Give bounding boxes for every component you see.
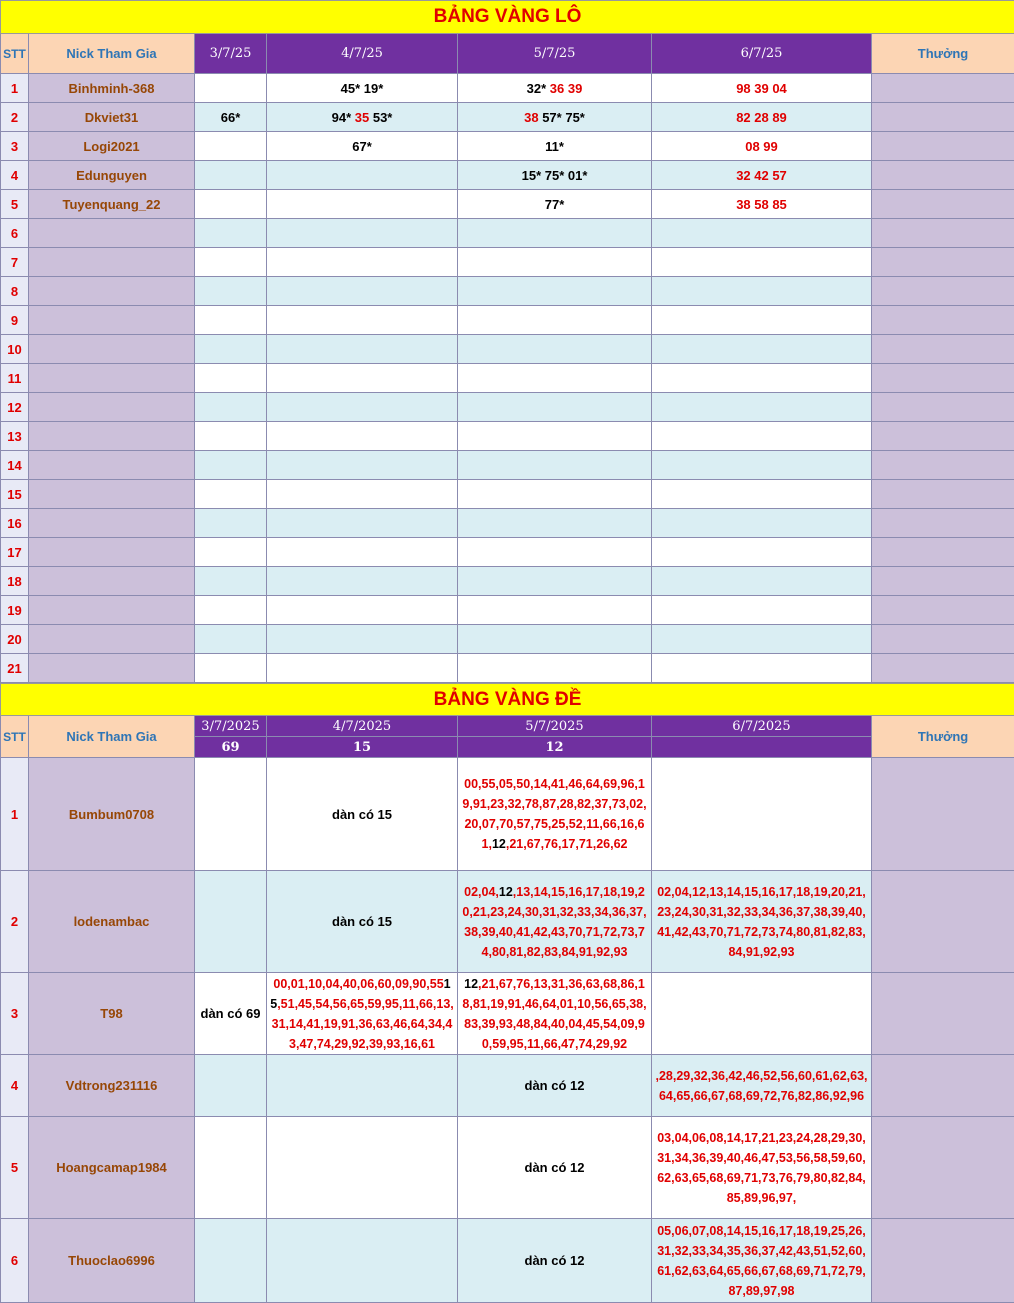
player-nick: Logi2021 (29, 132, 195, 161)
lo-row (1, 567, 1014, 596)
entry-text: 77* (544, 196, 565, 212)
player-nick (29, 509, 195, 538)
reward-cell (872, 422, 1014, 451)
de-rows (1, 758, 1014, 1303)
lo-entry-day-3 (458, 654, 652, 683)
lo-entry-day-4 (652, 654, 872, 683)
player-nick (29, 335, 195, 364)
lo-row (1, 306, 1014, 335)
lo-row (1, 335, 1014, 364)
de-header-nick: Nick Tham Gia (29, 716, 195, 758)
lo-entry-day-1 (195, 190, 267, 219)
de-header-date-2: 4/7/2025 (267, 716, 458, 737)
lo-entry-day-2 (267, 567, 458, 596)
entry-text: 57* 75* (538, 109, 585, 125)
player-nick: Dkviet31 (29, 103, 195, 132)
entry-text: ,13,14,15,16,17,18,19,20,21,23,24,30,31,32,33,34,36,37,38,39,40,41,42,43,70,71,72,73,74,80,81,82,83,84,91,92,93 (462, 884, 647, 959)
lo-entry-day-4 (652, 190, 872, 219)
entry-text: ,21,67,76,17,71,26,62 (505, 837, 628, 851)
lo-entry-day-2 (267, 509, 458, 538)
de-entry-day-1 (195, 1219, 267, 1303)
lo-row (1, 509, 1014, 538)
lo-entry-day-4 (652, 509, 872, 538)
de-result-2: 15 (267, 737, 458, 758)
lo-entry-day-4 (652, 132, 872, 161)
entry-text: dàn có 12 (524, 1160, 585, 1175)
entry-text: 15 (270, 976, 451, 1011)
lo-entry-day-3 (458, 393, 652, 422)
de-row (1, 871, 1014, 973)
lo-entry-day-3 (458, 625, 652, 654)
player-nick (29, 277, 195, 306)
de-entry-day-4 (652, 758, 872, 871)
lo-entry-day-2 (267, 74, 458, 103)
row-number: 12 (1, 393, 29, 422)
lo-entry-day-1 (195, 509, 267, 538)
de-entry-day-2 (267, 1117, 458, 1219)
de-entry-day-2 (267, 973, 458, 1055)
row-number: 15 (1, 480, 29, 509)
lo-title: BẢNG VÀNG LÔ (1, 1, 1014, 34)
lo-entry-day-1 (195, 567, 267, 596)
row-number: 2 (1, 871, 29, 973)
lo-header-date-2: 4/7/25 (267, 34, 458, 74)
lo-entry-day-2 (267, 132, 458, 161)
reward-cell (872, 480, 1014, 509)
reward-cell (872, 973, 1014, 1055)
entry-text: ,21,67,76,13,31,36,63,68,86,18,81,19,91,46,64,01,10,56,65,38,83,39,93,48,84,40,04,45,54,09,90,59,95,11,66,47,74,29,92 (462, 976, 647, 1051)
lo-entry-day-1 (195, 132, 267, 161)
row-number: 18 (1, 567, 29, 596)
row-number: 5 (1, 190, 29, 219)
lo-entry-day-3 (458, 451, 652, 480)
de-entry-day-1 (195, 1055, 267, 1117)
lo-entry-day-1 (195, 625, 267, 654)
lo-entry-day-2 (267, 654, 458, 683)
de-entry-day-4 (652, 871, 872, 973)
entry-text: 12 (464, 976, 479, 991)
entry-text: dàn có 12 (524, 1253, 585, 1268)
reward-cell (872, 1117, 1014, 1219)
entry-text: 05,06,07,08,14,15,16,17,18,19,25,26,31,32,33,34,35,36,37,42,43,51,52,60,61,62,63,64,65,66,67,68,69,71,72,79,87,89,97,98 (657, 1223, 866, 1298)
lo-row (1, 625, 1014, 654)
row-number: 10 (1, 335, 29, 364)
lo-entry-day-2 (267, 393, 458, 422)
lo-entry-day-4 (652, 538, 872, 567)
entry-text: 15* 75* 01* (521, 167, 588, 183)
row-number: 17 (1, 538, 29, 567)
de-header-date-1: 3/7/2025 (195, 716, 267, 737)
lo-entry-day-2 (267, 248, 458, 277)
entry-text: 12 (491, 837, 506, 851)
entry-text: ,28,29,32,36,42,46,52,56,60,61,62,63,64,65,66,67,68,69,72,76,82,86,92,96 (655, 1068, 868, 1103)
lo-entry-day-3 (458, 248, 652, 277)
reward-cell (872, 509, 1014, 538)
reward-cell (872, 871, 1014, 973)
lo-entry-day-3 (458, 335, 652, 364)
lo-row (1, 422, 1014, 451)
entry-text: dàn có 69 (200, 1006, 261, 1021)
reward-cell (872, 1055, 1014, 1117)
player-nick (29, 364, 195, 393)
lo-entry-day-1 (195, 596, 267, 625)
lo-entry-day-3 (458, 567, 652, 596)
lo-entry-day-4 (652, 393, 872, 422)
lo-entry-day-4 (652, 219, 872, 248)
de-row (1, 1219, 1014, 1303)
entry-text: 94* (331, 109, 355, 125)
lo-entry-day-4 (652, 596, 872, 625)
lo-entry-day-4 (652, 103, 872, 132)
lo-entry-day-2 (267, 335, 458, 364)
lo-entry-day-1 (195, 393, 267, 422)
entry-text: 38 (524, 109, 539, 125)
reward-cell (872, 393, 1014, 422)
lo-row (1, 451, 1014, 480)
player-nick: Bumbum0708 (29, 758, 195, 871)
entry-text: 53* (369, 109, 393, 125)
de-title: BẢNG VÀNG ĐỀ (1, 684, 1014, 716)
entry-text: dàn có 15 (332, 914, 392, 929)
row-number: 1 (1, 758, 29, 871)
player-nick (29, 393, 195, 422)
lo-row (1, 277, 1014, 306)
de-entry-day-2 (267, 1055, 458, 1117)
lo-entry-day-3 (458, 364, 652, 393)
lo-entry-day-1 (195, 422, 267, 451)
entry-text: 32 42 57 (736, 167, 787, 183)
lo-entry-day-2 (267, 277, 458, 306)
entry-text: 02,04, (464, 884, 499, 899)
de-entry-day-3 (458, 973, 652, 1055)
de-entry-day-1 (195, 1117, 267, 1219)
lo-row (1, 190, 1014, 219)
de-entry-day-3 (458, 1055, 652, 1117)
lo-entry-day-4 (652, 335, 872, 364)
lo-entry-day-4 (652, 306, 872, 335)
reward-cell (872, 364, 1014, 393)
reward-cell (872, 335, 1014, 364)
de-entry-day-4 (652, 1219, 872, 1303)
lo-header-nick: Nick Tham Gia (29, 34, 195, 74)
reward-cell (872, 538, 1014, 567)
entry-text: 32* (526, 80, 550, 96)
entry-text: 03,04,06,08,14,17,21,23,24,28,29,30,31,34,36,39,40,46,47,53,56,58,59,60,62,63,65,68,69,71,73,76,79,80,82,84,85,89,96,97, (657, 1130, 866, 1205)
player-nick (29, 596, 195, 625)
lo-header-stt: STT (1, 34, 29, 74)
row-number: 16 (1, 509, 29, 538)
row-number: 11 (1, 364, 29, 393)
reward-cell (872, 219, 1014, 248)
lo-entry-day-4 (652, 625, 872, 654)
reward-cell (872, 567, 1014, 596)
row-number: 1 (1, 74, 29, 103)
lo-entry-day-1 (195, 103, 267, 132)
lo-header-date-3: 5/7/25 (458, 34, 652, 74)
lo-entry-day-4 (652, 567, 872, 596)
row-number: 7 (1, 248, 29, 277)
de-entry-day-4 (652, 1055, 872, 1117)
player-nick: Vdtrong231116 (29, 1055, 195, 1117)
row-number: 14 (1, 451, 29, 480)
lo-row (1, 596, 1014, 625)
lo-entry-day-4 (652, 74, 872, 103)
entry-text: ,51,45,54,56,65,59,95,11,66,13,31,14,41,19,91,36,63,46,64,34,43,47,74,29,92,39,93,16,61 (271, 996, 454, 1051)
row-number: 8 (1, 277, 29, 306)
reward-cell (872, 277, 1014, 306)
entry-text: 66* (220, 109, 241, 125)
row-number: 21 (1, 654, 29, 683)
reward-cell (872, 654, 1014, 683)
lo-entry-day-3 (458, 161, 652, 190)
de-row (1, 973, 1014, 1055)
player-nick (29, 654, 195, 683)
row-number: 9 (1, 306, 29, 335)
de-entry-day-1 (195, 758, 267, 871)
lo-entry-day-2 (267, 538, 458, 567)
lo-entry-day-3 (458, 538, 652, 567)
lo-entry-day-3 (458, 277, 652, 306)
lo-entry-day-3 (458, 132, 652, 161)
de-entry-day-2 (267, 758, 458, 871)
player-nick: Tuyenquang_22 (29, 190, 195, 219)
entry-text: 00,01,10,04,40,06,60,09,90,55 (273, 976, 444, 991)
de-entry-day-2 (267, 1219, 458, 1303)
de-row (1, 1055, 1014, 1117)
lo-entry-day-1 (195, 654, 267, 683)
entry-text: 02,04,12,13,14,15,16,17,18,19,20,21,23,24,30,31,32,33,34,36,37,38,39,40,41,42,43,70,71,72,73,74,80,81,82,83,84,91,92,93 (657, 884, 866, 959)
lo-entry-day-3 (458, 74, 652, 103)
row-number: 4 (1, 1055, 29, 1117)
player-nick: Hoangcamap1984 (29, 1117, 195, 1219)
lo-entry-day-1 (195, 74, 267, 103)
reward-cell (872, 758, 1014, 871)
entry-text: 38 58 85 (736, 196, 787, 212)
lo-row (1, 393, 1014, 422)
lo-row (1, 480, 1014, 509)
entry-text: 00,55,05,50,14,41,46,64,69,96,19,91,23,32,78,87,28,82,37,73,02,20,07,70,57,75,25,52,11,66,16,61, (462, 777, 647, 851)
lo-entry-day-1 (195, 335, 267, 364)
de-entry-day-3 (458, 1117, 652, 1219)
player-nick (29, 219, 195, 248)
lo-entry-day-1 (195, 248, 267, 277)
lo-header-date-4: 6/7/25 (652, 34, 872, 74)
reward-cell (872, 103, 1014, 132)
player-nick: lodenambac (29, 871, 195, 973)
lo-entry-day-1 (195, 277, 267, 306)
player-nick: Binhminh-368 (29, 74, 195, 103)
de-result-4 (652, 737, 872, 758)
lo-entry-day-2 (267, 364, 458, 393)
de-row (1, 1117, 1014, 1219)
lo-entry-day-2 (267, 480, 458, 509)
lo-entry-day-4 (652, 480, 872, 509)
entry-text: 36 39 (549, 80, 583, 96)
lo-row (1, 248, 1014, 277)
lo-entry-day-4 (652, 248, 872, 277)
entry-text: 08 99 (745, 138, 778, 154)
entry-text: 12 (498, 884, 513, 899)
lo-entry-day-3 (458, 422, 652, 451)
player-nick (29, 538, 195, 567)
de-entry-day-4 (652, 1117, 872, 1219)
de-row (1, 758, 1014, 871)
lo-entry-day-4 (652, 422, 872, 451)
de-entry-day-3 (458, 1219, 652, 1303)
lo-entry-day-2 (267, 451, 458, 480)
reward-cell (872, 451, 1014, 480)
lo-row (1, 74, 1014, 103)
de-entry-day-3 (458, 871, 652, 973)
lo-entry-day-1 (195, 219, 267, 248)
de-entry-day-2 (267, 871, 458, 973)
lo-entry-day-1 (195, 161, 267, 190)
de-header-stt: STT (1, 716, 29, 758)
row-number: 6 (1, 219, 29, 248)
row-number: 13 (1, 422, 29, 451)
de-table (0, 683, 1014, 1303)
row-number: 20 (1, 625, 29, 654)
reward-cell (872, 1219, 1014, 1303)
lo-entry-day-1 (195, 480, 267, 509)
de-header-date-4: 6/7/2025 (652, 716, 872, 737)
lo-row (1, 103, 1014, 132)
lo-entry-day-2 (267, 596, 458, 625)
lo-entry-day-3 (458, 509, 652, 538)
entry-text: 35 (354, 109, 370, 125)
de-result-1: 69 (195, 737, 267, 758)
lo-rows (1, 74, 1014, 683)
de-header-thuong: Thưởng (872, 716, 1014, 758)
player-nick (29, 422, 195, 451)
player-nick: Edunguyen (29, 161, 195, 190)
lo-entry-day-3 (458, 306, 652, 335)
lo-entry-day-1 (195, 306, 267, 335)
lo-entry-day-3 (458, 596, 652, 625)
lo-entry-day-2 (267, 306, 458, 335)
reward-cell (872, 625, 1014, 654)
entry-text: 11* (545, 138, 564, 154)
de-entry-day-4 (652, 973, 872, 1055)
row-number: 19 (1, 596, 29, 625)
lo-entry-day-2 (267, 219, 458, 248)
de-entry-day-1 (195, 973, 267, 1055)
lo-entry-day-3 (458, 219, 652, 248)
lo-row (1, 364, 1014, 393)
lo-entry-day-4 (652, 451, 872, 480)
player-nick (29, 567, 195, 596)
lo-entry-day-1 (195, 451, 267, 480)
entry-text: dàn có 15 (332, 806, 392, 822)
entry-text: 98 39 04 (736, 80, 787, 96)
lo-entry-day-1 (195, 538, 267, 567)
lo-header-thuong: Thưởng (872, 34, 1014, 74)
row-number: 3 (1, 132, 29, 161)
player-nick (29, 306, 195, 335)
lo-entry-day-3 (458, 103, 652, 132)
de-entry-day-3 (458, 758, 652, 871)
row-number: 2 (1, 103, 29, 132)
lo-entry-day-2 (267, 625, 458, 654)
player-nick (29, 451, 195, 480)
reward-cell (872, 161, 1014, 190)
reward-cell (872, 190, 1014, 219)
reward-cell (872, 74, 1014, 103)
lo-row (1, 161, 1014, 190)
lo-entry-day-4 (652, 364, 872, 393)
lo-entry-day-2 (267, 190, 458, 219)
lo-entry-day-4 (652, 161, 872, 190)
row-number: 4 (1, 161, 29, 190)
lo-entry-day-2 (267, 161, 458, 190)
player-nick (29, 480, 195, 509)
de-result-3: 12 (458, 737, 652, 758)
lo-row (1, 654, 1014, 683)
lo-entry-day-3 (458, 480, 652, 509)
row-number: 6 (1, 1219, 29, 1303)
lo-header-date-1: 3/7/25 (195, 34, 267, 74)
lo-row (1, 538, 1014, 567)
reward-cell (872, 306, 1014, 335)
row-number: 3 (1, 973, 29, 1055)
de-header-date-3: 5/7/2025 (458, 716, 652, 737)
lo-entry-day-4 (652, 277, 872, 306)
entry-text: 82 28 89 (736, 109, 787, 125)
reward-cell (872, 132, 1014, 161)
reward-cell (872, 596, 1014, 625)
reward-cell (872, 248, 1014, 277)
player-nick (29, 625, 195, 654)
entry-text: dàn có 12 (524, 1078, 585, 1093)
player-nick: Thuoclao6996 (29, 1219, 195, 1303)
lo-row (1, 132, 1014, 161)
de-entry-day-1 (195, 871, 267, 973)
player-nick: T98 (29, 973, 195, 1055)
entry-text: 67* (352, 138, 372, 154)
lo-entry-day-2 (267, 103, 458, 132)
entry-text: 45* 19* (340, 80, 384, 96)
row-number: 5 (1, 1117, 29, 1219)
lo-entry-day-2 (267, 422, 458, 451)
player-nick (29, 248, 195, 277)
lo-row (1, 219, 1014, 248)
lo-entry-day-3 (458, 190, 652, 219)
lo-entry-day-1 (195, 364, 267, 393)
